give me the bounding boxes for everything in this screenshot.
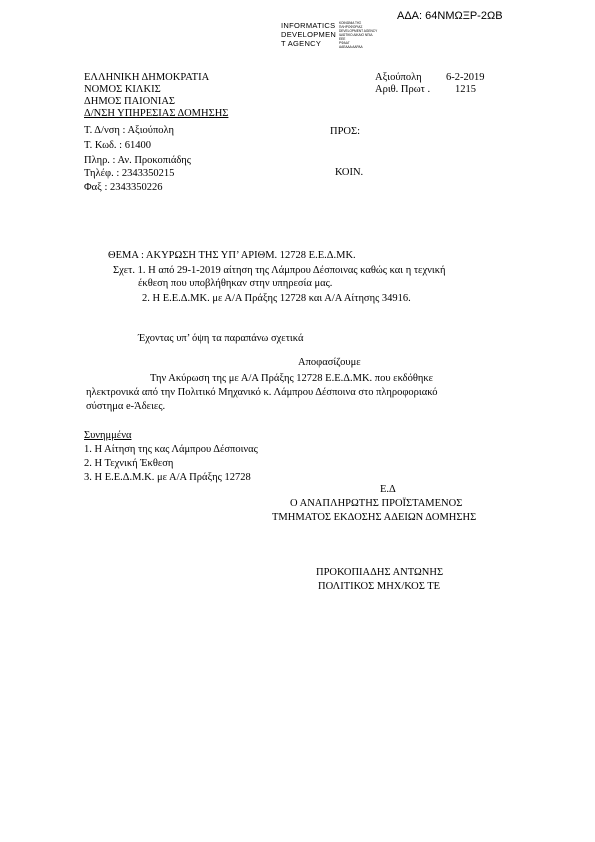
- logo-small-4: ΙΔΙΩΤΙΚΟ ΔΙΚΑΙΟ ΝΠΙΔ: [339, 33, 373, 37]
- subject: ΘΕΜΑ : ΑΚΥΡΩΣΗ ΤΗΣ ΥΠ’ ΑΡΙΘΜ. 12728 Ε.Ε.Δ.ΜΚ.: [108, 250, 356, 261]
- attachments-title: Συνημμένα: [84, 430, 132, 441]
- signatory-name: ΠΡΟΚΟΠΙΑΔΗΣ ΑΝΤΩΝΗΣ: [316, 567, 444, 578]
- decision-line-2: ηλεκτρονικά από την Πολιτικό Μηχανικό κ. Λάμπρου Δέσποινα στο πληροφοριακό: [86, 387, 438, 398]
- attachment-item: 3. Η Ε.Ε.Δ.Μ.Κ. με Α/Α Πράξης 12728: [84, 472, 251, 483]
- protocol-number: 1215: [455, 84, 476, 95]
- relevant-2: 2. Η Ε.Ε.Δ.ΜΚ. με Α/Α Πράξης 12728 και Α/Α Αίτησης 34916.: [142, 293, 411, 304]
- decision-heading: Αποφασίζουμε: [298, 357, 361, 368]
- signatory-role: ΠΟΛΙΤΙΚΟΣ ΜΗΧ/ΚΟΣ ΤΕ: [318, 581, 441, 592]
- protocol-label: Αριθ. Πρωτ .: [375, 84, 431, 95]
- attachment-item: 2. Η Τεχνική Έκθεση: [84, 458, 174, 469]
- date: 6-2-2019: [446, 72, 485, 83]
- logo-small-1: ΚΟΙΝΩΝΙΑ ΤΗΣ: [339, 21, 362, 25]
- address: Τ. Δ/νση : Αξιούπολη: [84, 125, 175, 136]
- recipient-label: ΠΡΟΣ:: [330, 126, 361, 137]
- ada-code: ΑΔΑ: 64ΝΜΩΞΡ-2ΩΒ: [397, 10, 503, 22]
- signature-ed: Ε.Δ: [380, 484, 396, 495]
- logo-small-6: ΡΦΑΑΓ: [339, 41, 350, 45]
- cc-label: ΚΟΙΝ.: [335, 167, 364, 178]
- postal-code: Τ. Κωδ. : 61400: [84, 140, 151, 151]
- signatory-title-2: ΤΜΗΜΑΤΟΣ ΕΚΔΟΣΗΣ ΑΔΕΙΩΝ ΔΟΜΗΣΗΣ: [272, 512, 477, 523]
- logo-line-2: DEVELOPMEN: [281, 30, 337, 39]
- phone: Τηλέφ. : 2343350215: [84, 168, 175, 179]
- country: ΕΛΛΗΝΙΚΗ ΔΗΜΟΚΡΑΤΙΑ: [84, 72, 210, 83]
- logo-line-1: INFORMATICS: [281, 21, 336, 30]
- logo-small-2: ΠΛΗΡΟΦΟΡΙΑΣ: [339, 25, 363, 29]
- logo-small-7: ΑΑΕΑΑΑ ΑΑΡΑΑ: [339, 45, 363, 49]
- signatory-title-1: Ο ΑΝΑΠΛΗΡΩΤΗΣ ΠΡΟΪΣΤΑΜΕΝΟΣ: [290, 498, 463, 509]
- relevant-1: Σχετ. 1. Η από 29-1-2019 αίτηση της Λάμπρου Δέσποινας καθώς και η τεχνική: [113, 265, 446, 276]
- attachment-item: 1. Η Αίτηση της κας Λάμπρου Δέσποινας: [84, 444, 258, 455]
- contact-person: Πληρ. : Αν. Προκοπιάδης: [84, 155, 191, 166]
- fax: Φαξ : 2343350226: [84, 182, 163, 193]
- decision-line-3: σύστημα e-Άδειες.: [86, 401, 166, 412]
- relevant-1-cont: έκθεση που υποβλήθηκαν στην υπηρεσία μας.: [138, 278, 333, 289]
- prefecture: ΝΟΜΟΣ ΚΙΛΚΙΣ: [84, 84, 161, 95]
- logo-small-5: ΕΕΕ: [339, 37, 346, 41]
- department: Δ/ΝΣΗ ΥΠΗΡΕΣΙΑΣ ΔΟΜΗΣΗΣ: [84, 108, 229, 119]
- place: Αξιούπολη: [375, 72, 422, 83]
- logo-small-3: DEVELOPMENT AGENCY: [339, 29, 378, 33]
- having-regard: Έχοντας υπ’ όψη τα παραπάνω σχετικά: [138, 333, 304, 344]
- decision-line-1: Την Ακύρωση της με Α/Α Πράξης 12728 Ε.Ε.Δ.ΜΚ. που εκδόθηκε: [150, 373, 434, 384]
- municipality: ΔΗΜΟΣ ΠΑΙΟΝΙΑΣ: [84, 96, 176, 107]
- logo-line-3: T AGENCY: [281, 39, 322, 48]
